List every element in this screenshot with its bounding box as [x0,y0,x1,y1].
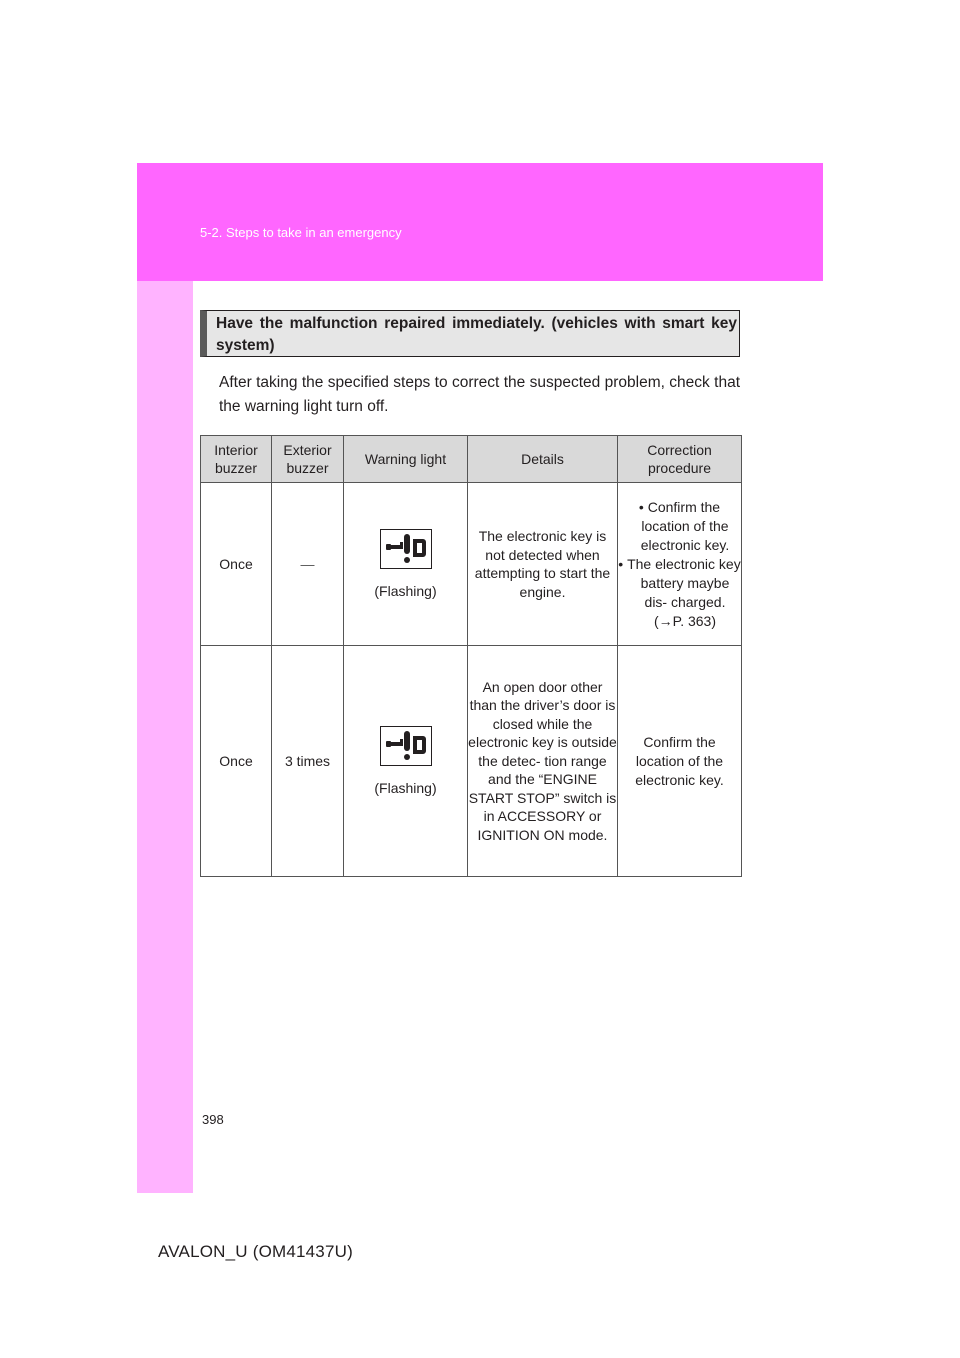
side-tab-band [137,163,193,1193]
header-details: Details [468,436,618,483]
model-code: AVALON_U (OM41437U) [158,1242,353,1261]
header-warning-light: Warning light [344,436,468,483]
cell-interior-buzzer: Once [201,646,272,877]
instruction-callout [200,310,740,357]
section-title: 5-2. Steps to take in an emergency [200,225,402,240]
flashing-label: (Flashing) [374,780,437,796]
cell-exterior-buzzer: — [272,483,344,646]
cell-warning-light [344,483,468,646]
list-item: • Confirm the location of the electronic key. [618,498,741,555]
flashing-label: (Flashing) [374,583,437,599]
cell-exterior-buzzer: 3 times [272,646,344,877]
table-header-row [201,436,742,483]
header-exterior-buzzer: Exterior buzzer [272,436,344,483]
warning-table [200,435,742,877]
cell-interior-buzzer: Once [201,483,272,646]
callout-title: Have the malfunction repaired immediately. (vehicles with smart key system) [216,315,737,354]
header-correction-procedure: Correction procedure [618,436,742,483]
cell-correction-procedure: Confirm the location of the electronic key. [618,646,742,877]
table-row [201,483,742,646]
intro-paragraph: After taking the specified steps to correct the suspected problem, check that the warning light turn off. [219,374,740,415]
cell-warning-light [344,646,468,877]
smart-key-warning-icon [380,529,432,569]
header-band [137,163,823,281]
page-number: 398 [202,1112,224,1127]
table-row [201,646,742,877]
header-interior-buzzer: Interior buzzer [201,436,272,483]
cell-correction-procedure [618,483,742,646]
list-item: • The electronic key battery maybe dis- charged. (→P. 363) [618,555,741,631]
cell-details: The electronic key is not detected when attempting to start the engine. [468,483,618,646]
cell-details: An open door other than the driver’s door is closed while the electronic key is outside the detec- tion range and the “ENGINE START STOP” switch is in ACCESSORY or IGNITION ON mode. [468,646,618,877]
smart-key-warning-icon [380,726,432,766]
